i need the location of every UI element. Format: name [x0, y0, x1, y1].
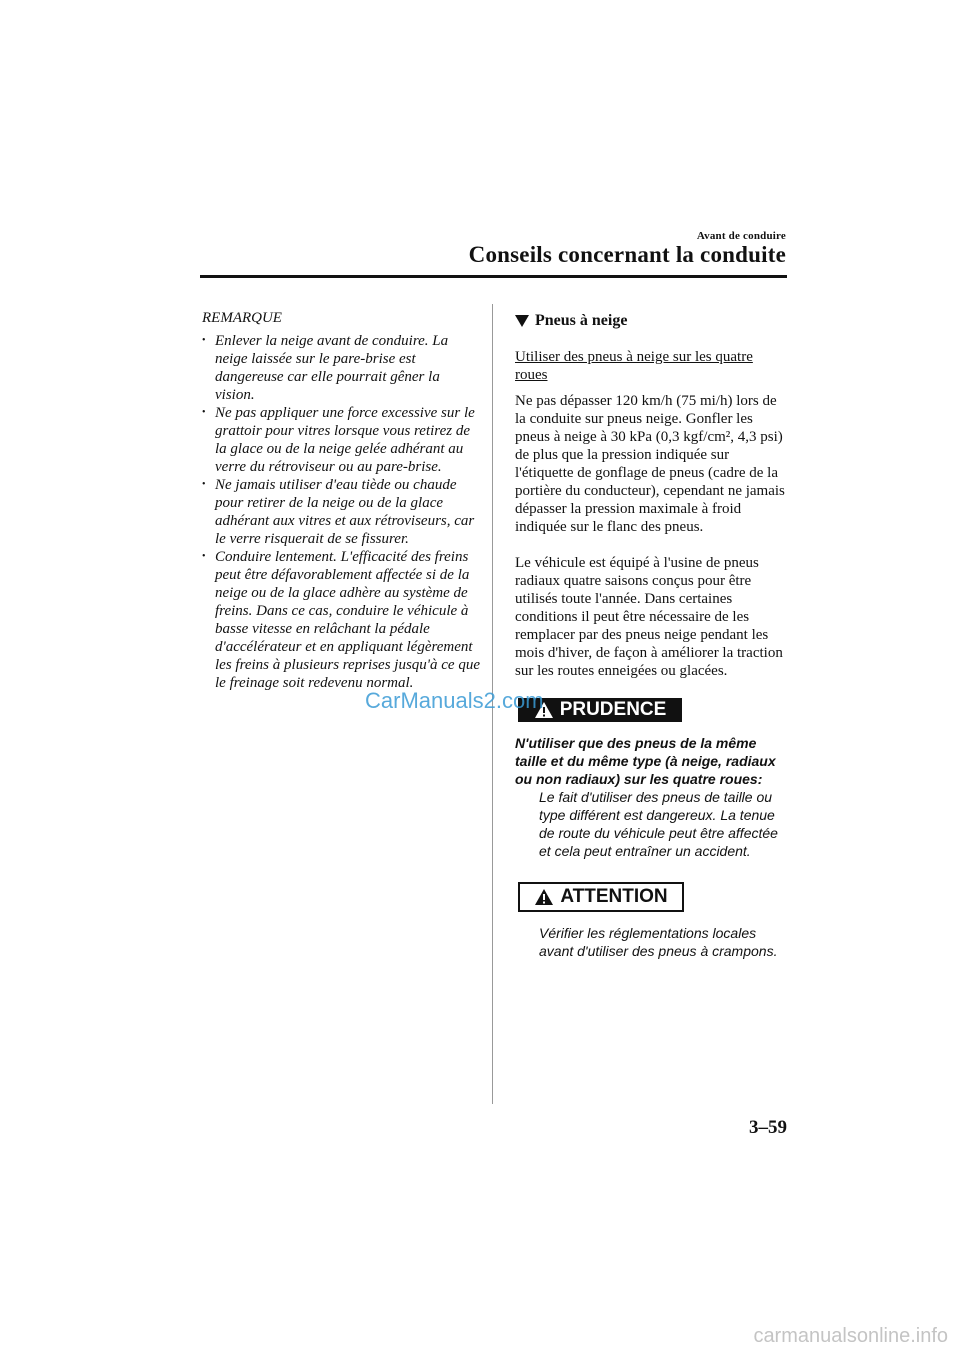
note-item: • Ne pas appliquer une force excessive sur le grattoir pour vitres lorsque vous retirez de la glace ou de la neige gelée adhérant au verre du rétroviseur ou au pare-brise.	[200, 404, 480, 476]
header-rule	[200, 275, 787, 278]
section-heading-text: Pneus à neige	[535, 312, 628, 329]
triangle-down-icon	[515, 315, 529, 327]
left-column	[200, 309, 480, 692]
attention-banner	[518, 882, 684, 912]
chapter-label: Avant de conduire	[696, 230, 786, 242]
footer-watermark: carmanualsonline.info	[753, 1325, 948, 1347]
section-heading	[515, 312, 787, 330]
attention-body: Vérifier les réglementations locales avant d'utiliser des pneus à crampons.	[539, 925, 778, 959]
page-number: 3–59	[749, 1117, 787, 1138]
note-item: • Conduire lentement. L'efficacité des freins peut être défavorablement affectée si de la neige ou de la glace adhère au système de freins. Dans ce cas, conduire le véhicule à basse vitesse en relâchant la pédale d'accélérateur et en appliquant légèrement les freins à plusieurs reprises jusqu'à ce que le freinage soit redevenu normal.	[200, 548, 480, 692]
paragraph: Le véhicule est équipé à l'usine de pneus radiaux quatre saisons conçus pour être utilisés toute l'année. Dans certaines conditions il peut être nécessaire de les remplacer par des pneus neige pendant les mois d'hiver, de façon à améliorer la traction sur les routes enneigées ou glacées.	[515, 555, 783, 679]
caution-text	[515, 734, 787, 860]
note-list	[200, 332, 480, 692]
paragraph: Ne pas dépasser 120 km/h (75 mi/h) lors de la conduite sur pneus neige. Gonfler les pneus à neige à 30 kPa (0,3 kgf/cm², 4,3 psi) de plus que la pression indiquée sur l'étiquette de gonflage de pneus (cadre de la portière du conducteur), cependant ne jamais dépasser la pression maximale à froid indiquée sur le flanc des pneus.	[515, 393, 785, 535]
attention-label: ATTENTION	[560, 886, 668, 907]
right-column	[515, 312, 787, 960]
attention-text	[515, 924, 787, 960]
note-title: REMARQUE	[202, 310, 282, 326]
note-item: • Enlever la neige avant de conduire. La neige laissée sur le pare-brise est dangereuse car elle pourrait gêner la vision.	[200, 332, 480, 404]
caution-lead: N'utiliser que des pneus de la même taille et du même type (à neige, radiaux ou non radiaux) sur les quatre roues:	[515, 735, 776, 787]
watermark: CarManuals2.com	[365, 688, 544, 713]
note-item: • Ne jamais utiliser d'eau tiède ou chaude pour retirer de la neige ou de la glace adhérant aux vitres et aux rétroviseurs, car le verre risquerait de se fissurer.	[200, 476, 480, 548]
warning-icon	[534, 888, 554, 906]
page-title: Conseils concernant la conduite	[468, 242, 786, 267]
caution-body: Le fait d'utiliser des pneus de taille ou type différent est dangereux. La tenue de route du véhicule peut être affectée et cela peut entraîner un accident.	[539, 789, 778, 859]
subheading: Utiliser des pneus à neige sur les quatre roues	[515, 349, 753, 383]
caution-label: PRUDENCE	[559, 699, 667, 720]
